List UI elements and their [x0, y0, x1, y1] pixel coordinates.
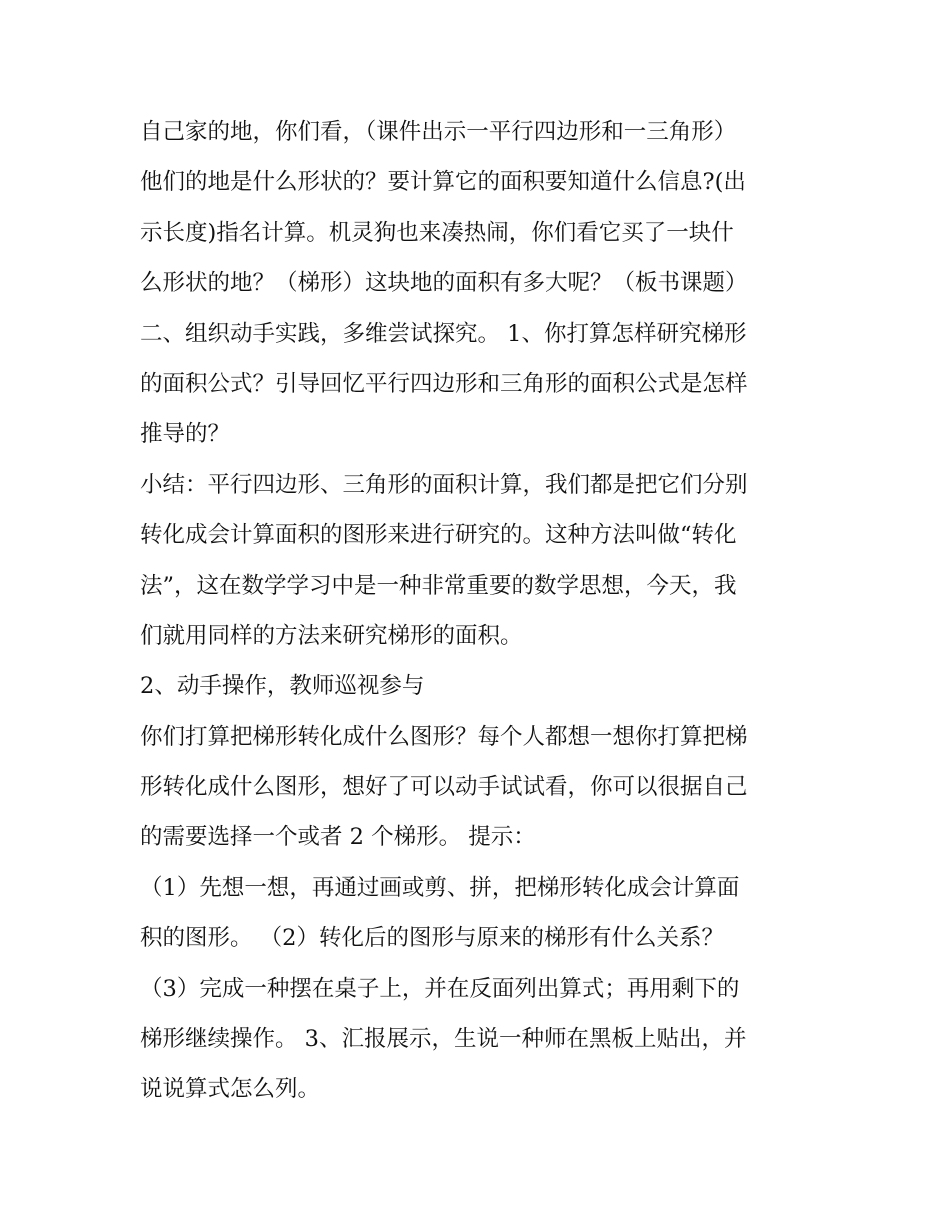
text-line-2: 他们的地是什么形状的？要计算它的面积要知道什么信息?(出	[140, 169, 746, 196]
text-line-7: 推导的？	[140, 421, 231, 448]
text-line-12: 2、动手操作，教师巡视参与	[140, 673, 425, 700]
text-line-17: 积的图形。 （2）转化后的图形与原来的梯形有什么关系？	[140, 925, 724, 952]
text-line-13: 你们打算把梯形转化成什么图形？每个人都想一想你打算把梯	[140, 723, 748, 750]
text-line-20: 说说算式怎么列。	[140, 1076, 321, 1103]
text-line-5: 二、组织动手实践，多维尝试探究。 1、你打算怎样研究梯形	[140, 320, 747, 347]
text-line-18: （3）完成一种摆在桌子上，并在反面列出算式；再用剩下的	[140, 975, 740, 1002]
text-line-15: 的需要选择一个或者 2 个梯形。 提示：	[140, 824, 536, 851]
text-line-3: 示长度)指名计算。机灵狗也来凑热闹，你们看它买了一块什	[140, 219, 734, 246]
text-line-14: 形转化成什么图形，想好了可以动手试试看，你可以很据自己	[140, 774, 748, 801]
text-line-19: 梯形继续操作。 3、汇报展示，生说一种师在黑板上贴出，并	[140, 1026, 747, 1053]
text-line-11: 们就用同样的方法来研究梯形的面积。	[140, 622, 523, 649]
text-line-10: 法”，这在数学学习中是一种非常重要的数学思想，今天，我	[140, 572, 737, 599]
text-line-6: 的面积公式？引导回忆平行四边形和三角形的面积公式是怎样	[140, 370, 748, 397]
text-line-16: （1）先想一想，再通过画或剪、拼，把梯形转化成会计算面	[140, 874, 740, 901]
text-line-1: 自己家的地，你们看，（课件出示一平行四边形和一三角形）	[140, 119, 737, 145]
document-body	[140, 107, 820, 1115]
text-line-8: 小结：平行四边形、三角形的面积计算，我们都是把它们分别	[140, 471, 748, 498]
text-line-9: 转化成会计算面积的图形来进行研究的。这种方法叫做“转化	[140, 522, 737, 549]
text-line-4: 么形状的地？（梯形）这块地的面积有多大呢？（板书课题）	[140, 270, 748, 297]
